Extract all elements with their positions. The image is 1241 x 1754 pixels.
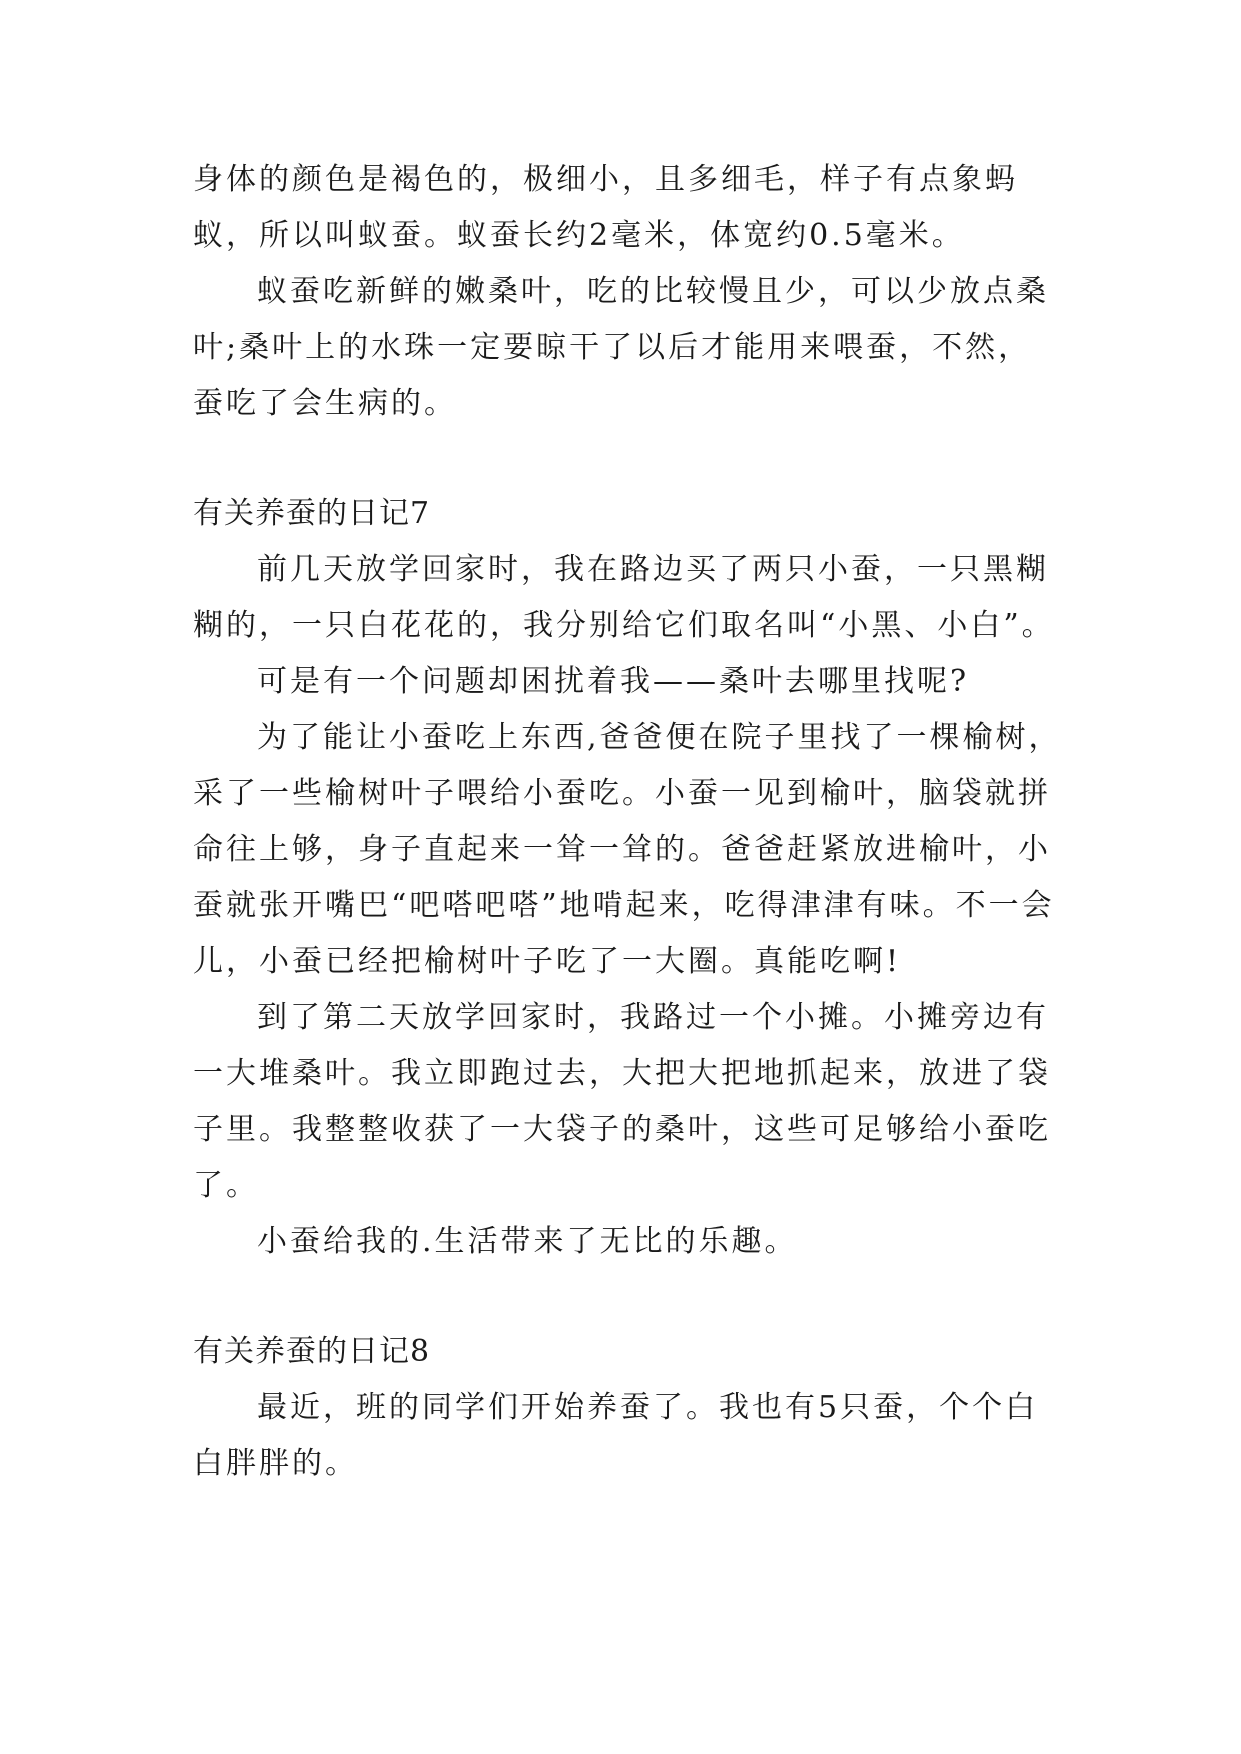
section-gap bbox=[193, 1270, 1063, 1324]
section-8-paragraph-1: 最近，班的同学们开始养蚕了。我也有5只蚕，个个白白胖胖的。 bbox=[193, 1390, 1039, 1481]
paragraph-feeding: 蚁蚕吃新鲜的嫩桑叶，吃的比较慢且少，可以少放点桑叶;桑叶上的水珠一定要晾干了以后才能用来喂蚕，不然，蚕吃了会生病的。 bbox=[193, 274, 1049, 421]
document-body bbox=[193, 152, 1063, 1492]
paragraph-continued: 身体的颜色是褐色的，极细小，且多细毛，样子有点象蚂蚁，所以叫蚁蚕。蚁蚕长约2毫米，体宽约0.5毫米。 bbox=[193, 162, 1018, 253]
section-7-paragraph-1: 前几天放学回家时，我在路边买了两只小蚕，一只黑糊糊的，一只白花花的，我分别给它们取名叫“小黑、小白”。 bbox=[193, 552, 1055, 643]
section-7-title: 有关养蚕的日记7 bbox=[193, 496, 431, 531]
section-7-paragraph-5: 小蚕给我的.生活带来了无比的乐趣。 bbox=[257, 1224, 798, 1259]
section-gap bbox=[193, 432, 1063, 486]
section-8-title: 有关养蚕的日记8 bbox=[193, 1334, 431, 1369]
section-7-paragraph-2: 可是有一个问题却困扰着我——桑叶去哪里找呢? bbox=[257, 664, 970, 699]
section-7-paragraph-4: 到了第二天放学回家时，我路过一个小摊。小摊旁边有一大堆桑叶。我立即跑过去，大把大把地抓起来，放进了袋子里。我整整收获了一大袋子的桑叶，这些可足够给小蚕吃了。 bbox=[193, 1000, 1051, 1203]
section-7-paragraph-3: 为了能让小蚕吃上东西,爸爸便在院子里找了一棵榆树，采了一些榆树叶子喂给小蚕吃。小蚕一见到榆叶，脑袋就拼命往上够，身子直起来一耸一耸的。爸爸赶紧放进榆叶，小蚕就张开嘴巴“吧嗒吧嗒”地啃起来，吃得津津有味。不一会儿，小蚕已经把榆树叶子吃了一大圈。真能吃啊! bbox=[193, 720, 1062, 979]
